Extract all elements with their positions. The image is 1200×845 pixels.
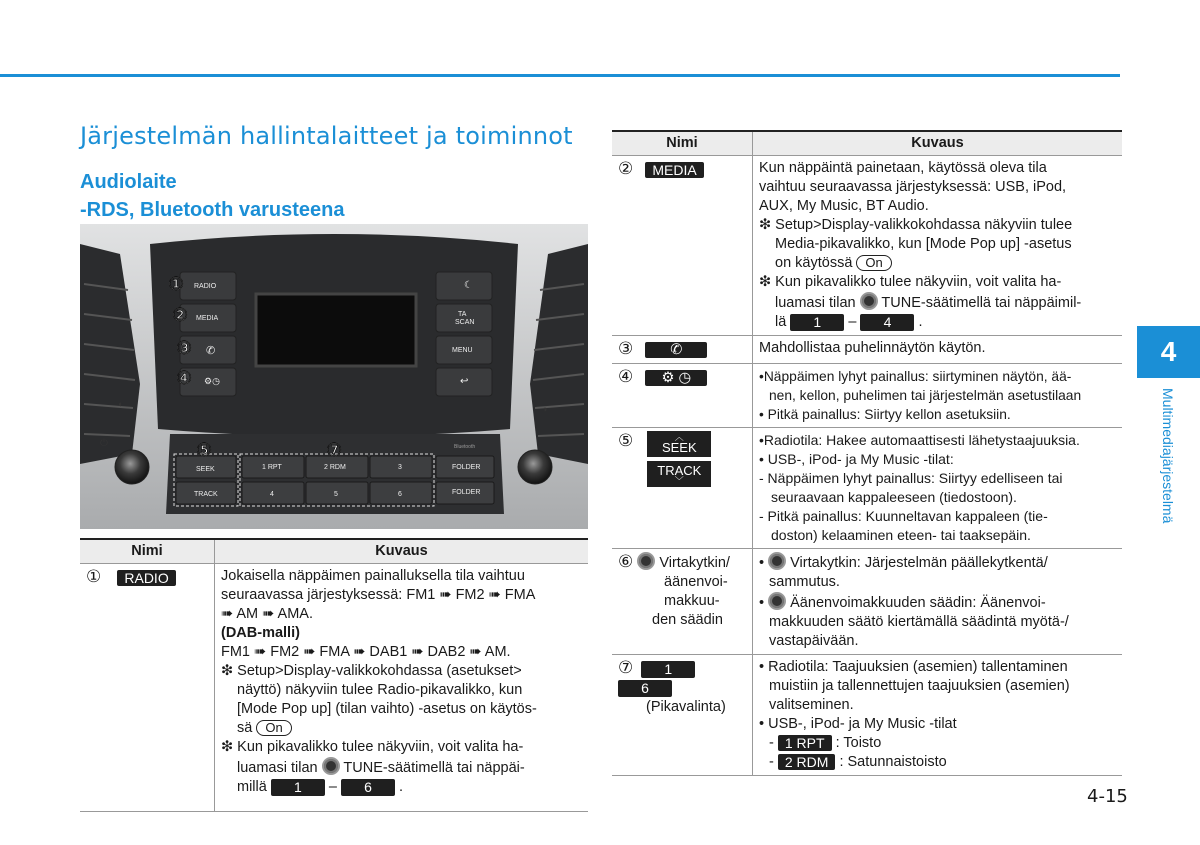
table-row [612, 156, 1122, 336]
row1-note1-a: ❇ Setup>Display-valikkokohdassa (asetukset> [221, 663, 522, 679]
row2-note2 [759, 273, 1116, 332]
preset-6-key-icon: 6 [618, 680, 672, 697]
row2-number: ② [618, 159, 634, 178]
right-header-kuvaus: Kuvaus [753, 131, 1123, 156]
row7-bullet1-a: • Radiotila: Taajuuksien (asemien) tallentaminen [759, 659, 1068, 675]
row5-number: ⑤ [618, 431, 634, 450]
preset-6-key-icon: 6 [341, 779, 395, 796]
row1-dab-heading: (DAB-malli) [221, 625, 300, 641]
panel-bluetooth-label: Bluetooth [454, 444, 476, 450]
row1-note2-a: ❇ Kun pikavalikko tulee näkyviin, voit valita ha- [221, 739, 524, 755]
left-table [80, 538, 588, 812]
row6-bullet2-a: Äänenvoimakkuuden säädin: Äänenvoi- [790, 595, 1046, 611]
panel-preset-1: 1 RPT [262, 464, 282, 471]
table-row [612, 336, 1122, 364]
row2-note2-b-text: luamasi tilan [775, 295, 856, 311]
row5-dash1-b: seuraavaan kappaleeseen (tiedostoon). [771, 489, 1017, 505]
rdm-key-icon: 2 RDM [778, 754, 836, 770]
row5-dash1 [759, 469, 1116, 507]
row7-description [753, 655, 1123, 776]
row6-bullet2: • Äänenvoimakkuuden säädin: Äänenvoi- makkuuden säätö kiertämällä säädintä myötä-/ vastapäivään. [759, 592, 1116, 651]
panel-ta-label: TA [458, 311, 467, 318]
callout-4: ④ [176, 368, 193, 389]
row2-line3: AUX, My Music, BT Audio. [759, 198, 929, 214]
callout-1: ① [168, 274, 185, 295]
section-heading-line2: -RDS, Bluetooth varusteena [80, 199, 345, 221]
row1-note2-d-text: millä [237, 779, 267, 795]
knob-icon [768, 592, 786, 610]
row5-dash2-b: doston) kelaaminen eteen- tai taaksepäin. [771, 527, 1031, 543]
panel-preset-5: 5 [334, 491, 338, 498]
row2-line1: Kun näppäintä painetaan, käytössä oleva tila [759, 160, 1047, 176]
row7-dash2: - 2 RDM : Satunnaistoisto [769, 754, 947, 771]
tune-icon: ◑ [542, 404, 548, 414]
rpt-key-icon: 1 RPT [778, 735, 832, 751]
row1-note1-c: [Mode Pop up] (tilan vaihto) -asetus on käytös- [237, 701, 537, 717]
table-row [612, 655, 1122, 776]
table-row [612, 549, 1122, 655]
panel-seek-label: SEEK [196, 466, 215, 473]
row6-name-line4: den säädin [652, 612, 723, 628]
row1-note2-b [237, 757, 582, 778]
panel-preset-2: 2 RDM [324, 464, 346, 471]
row6-bullet1-b: sammutus. [769, 574, 840, 590]
row2-note2-d-text: lä [775, 314, 787, 330]
seek-key-label: SEEK [661, 440, 697, 455]
row4-bullet2: • Pitkä painallus: Siirtyy kellon asetuksiin. [759, 407, 1011, 422]
seek-track-keys [647, 431, 711, 487]
row7-dash1-text: : Toisto [835, 735, 882, 751]
knob-icon [637, 552, 655, 570]
left-header-nimi: Nimi [80, 539, 215, 564]
row1-name [80, 564, 215, 812]
on-key-icon: On [256, 720, 291, 736]
row1-line3: ➠ AM ➠ AMA. [221, 606, 313, 622]
panel-preset-3: 3 [398, 464, 402, 471]
panel-media-label: MEDIA [196, 315, 219, 322]
row2-note1 [759, 216, 1116, 273]
row1-note2 [221, 738, 582, 797]
track-key-label: TRACK [657, 463, 702, 478]
row7-number: ⑦ [618, 658, 634, 677]
chapter-tab: 4 [1137, 326, 1200, 378]
row1-description [215, 564, 589, 812]
chapter-label: Multimediajärjestelmä [1160, 388, 1176, 524]
power-icon: ⏻ [100, 438, 108, 449]
row5-dash2-a: - Pitkä painallus: Kuunneltavan kappaleen (tie- [759, 508, 1048, 524]
callout-5: ⑤ [196, 440, 213, 461]
preset-1-key-icon: 1 [641, 661, 695, 678]
row4-name [612, 364, 753, 428]
range-dot: . [399, 779, 404, 795]
row5-bullet1: •Radiotila: Hakee automaattisesti lähetystaajuuksia. [759, 432, 1080, 448]
row7-bullet1-b: muistiin ja tallennettujen taajuuksien (asemien) [769, 678, 1070, 694]
tune-knob-icon [322, 757, 340, 775]
row5-description [753, 428, 1123, 549]
row4-number: ④ [618, 367, 634, 386]
panel-preset-6: 6 [398, 491, 402, 498]
media-key-icon: MEDIA [645, 162, 703, 178]
panel-radio-label: RADIO [194, 283, 217, 290]
on-key-icon: On [856, 255, 891, 271]
row6-bullet1-a: Virtakytkin: Järjestelmän päällekytkentä/ [790, 555, 1048, 571]
row1-note2-d [237, 778, 582, 797]
moon-icon: ☾ [464, 280, 473, 291]
table-row [612, 428, 1122, 549]
row2-name [612, 156, 753, 336]
range-dash: – [848, 314, 857, 330]
section-heading [80, 168, 344, 224]
row1-note2-b-text: luamasi tilan [237, 760, 318, 776]
row1-note1-d-text: sä [237, 720, 253, 736]
row2-note1-c [775, 254, 1116, 273]
preset-1-key-icon: 1 [790, 314, 844, 331]
row4-bullet1-a: •Näppäimen lyhyt painallus: siirtyminen näytön, ää- [759, 369, 1072, 384]
row2-note2-a: ❇ Kun pikavalikko tulee näkyviin, voit valita ha- [759, 274, 1062, 290]
row6-name-rest [618, 573, 746, 630]
seek-key-icon: ︿ SEEK [647, 431, 711, 457]
table-row [612, 364, 1122, 428]
row4-bullet1 [759, 367, 1116, 405]
row7-bullet1-c: valitseminen. [769, 697, 854, 713]
row6-number: ⑥ [618, 552, 634, 571]
settings-clock-key-icon: ⚙ ◷ [645, 370, 707, 386]
row5-name [612, 428, 753, 549]
top-rule [0, 74, 1120, 77]
row7-subtitle: (Pikavalinta) [646, 699, 726, 715]
panel-menu-label: MENU [452, 347, 473, 354]
panel-preset-4: 4 [270, 491, 274, 498]
audio-panel-illustration [80, 224, 588, 529]
tune-knob [518, 450, 552, 484]
audio-panel-photo [80, 224, 588, 529]
left-header-kuvaus: Kuvaus [215, 539, 589, 564]
row3-number: ③ [618, 339, 634, 358]
page-number: 4-15 [1087, 786, 1128, 807]
row7-dash1: - 1 RPT : Toisto [769, 735, 882, 752]
row7-name [612, 655, 753, 776]
phone-key-icon: ✆ [645, 342, 707, 358]
radio-key-icon: RADIO [117, 570, 175, 586]
row1-note1-d [237, 719, 582, 738]
range-dot: . [918, 314, 923, 330]
row7-bullet1 [759, 658, 1116, 715]
tune-knob-icon [860, 292, 878, 310]
panel-folder-up: FOLDER [452, 464, 481, 471]
row5-bullet2: • USB-, iPod- ja My Music -tilat: [759, 451, 954, 467]
row6-description [753, 549, 1123, 655]
preset-1-key-icon: 1 [271, 779, 325, 796]
panel-scan-label: SCAN [455, 319, 475, 326]
row2-description [753, 156, 1123, 336]
row6-name-line3: makkuu- [664, 593, 720, 609]
row6-name [612, 549, 753, 655]
volume-icon: ◐ [118, 399, 124, 409]
row1-note2-c-text: TUNE-säätimellä tai näppäi- [343, 760, 525, 776]
row1-line1: Jokaisella näppäimen painalluksella tila vaihtuu [221, 568, 525, 584]
row6-bullet1: • Virtakytkin: Järjestelmän päällekytkentä/ sammutus. [759, 552, 1116, 592]
page-title: Järjestelmän hallintalaitteet ja toiminnot [80, 122, 573, 150]
power-volume-knob [115, 450, 149, 484]
row5-dash1-a: - Näppäimen lyhyt painallus: Siirtyy edelliseen tai [759, 470, 1063, 486]
row1-note1 [221, 662, 582, 738]
row4-bullet1-b: nen, kellon, puhelimen tai järjestelmän asetustilaan [769, 388, 1082, 403]
row2-note2-d [775, 313, 1116, 332]
row1-dab-sequence: FM1 ➠ FM2 ➠ FMA ➠ DAB1 ➠ DAB2 ➠ AM. [221, 644, 511, 660]
row2-note2-c-text: TUNE-säätimellä tai näppäimil- [881, 295, 1082, 311]
panel-folder-down: FOLDER [452, 489, 481, 496]
phone-icon: ✆ [206, 345, 216, 357]
callout-2: ② [172, 305, 189, 326]
preset-4-key-icon: 4 [860, 314, 914, 331]
row4-description [753, 364, 1123, 428]
row1-number: ① [86, 567, 102, 586]
row7-dash2-text: : Satunnaistoisto [839, 754, 947, 770]
section-heading-line1: Audiolaite [80, 171, 177, 193]
row2-note2-b [775, 292, 1116, 313]
settings-clock-icon: ⚙◷ [204, 376, 220, 386]
row3-description: Mahdollistaa puhelinnäytön käytön. [753, 336, 1123, 364]
panel-track-label: TRACK [194, 491, 218, 498]
row2-note1-b: Media-pikavalikko, kun [Mode Pop up] -asetus [775, 236, 1072, 252]
row1-line2: seuraavassa järjestyksessä: FM1 ➠ FM2 ➠ FMA [221, 587, 536, 603]
row6-bullet2-b: makkuuden säätö kiertämällä säädintä myötä-/ [769, 614, 1069, 630]
row7-bullet2: • USB-, iPod- ja My Music -tilat [759, 716, 957, 732]
knob-icon [768, 552, 786, 570]
table-row [80, 564, 588, 812]
right-table [612, 130, 1122, 776]
range-dash: – [328, 779, 337, 795]
right-header-nimi: Nimi [612, 131, 753, 156]
row1-note1-b: näyttö) näkyviin tulee Radio-pikavalikko, kun [237, 682, 523, 698]
callout-3: ③ [176, 338, 193, 359]
row2-note1-a: ❇ Setup>Display-valikkokohdassa näkyviin tulee [759, 217, 1073, 233]
back-icon: ↩ [460, 376, 469, 387]
row6-name-line2: äänenvoi- [664, 574, 728, 590]
track-key-icon: TRACK ﹀ [647, 461, 711, 487]
row2-note1-c-text: on käytössä [775, 255, 853, 271]
row6-bullet2-c: vastapäivään. [769, 633, 859, 649]
row6-name-line1: Virtakytkin/ [659, 555, 730, 571]
row3-name [612, 336, 753, 364]
row5-dash2 [759, 507, 1116, 545]
callout-7: ⑦ [326, 440, 343, 461]
row2-line2: vaihtuu seuraavassa järjestyksessä: USB, iPod, [759, 179, 1067, 195]
